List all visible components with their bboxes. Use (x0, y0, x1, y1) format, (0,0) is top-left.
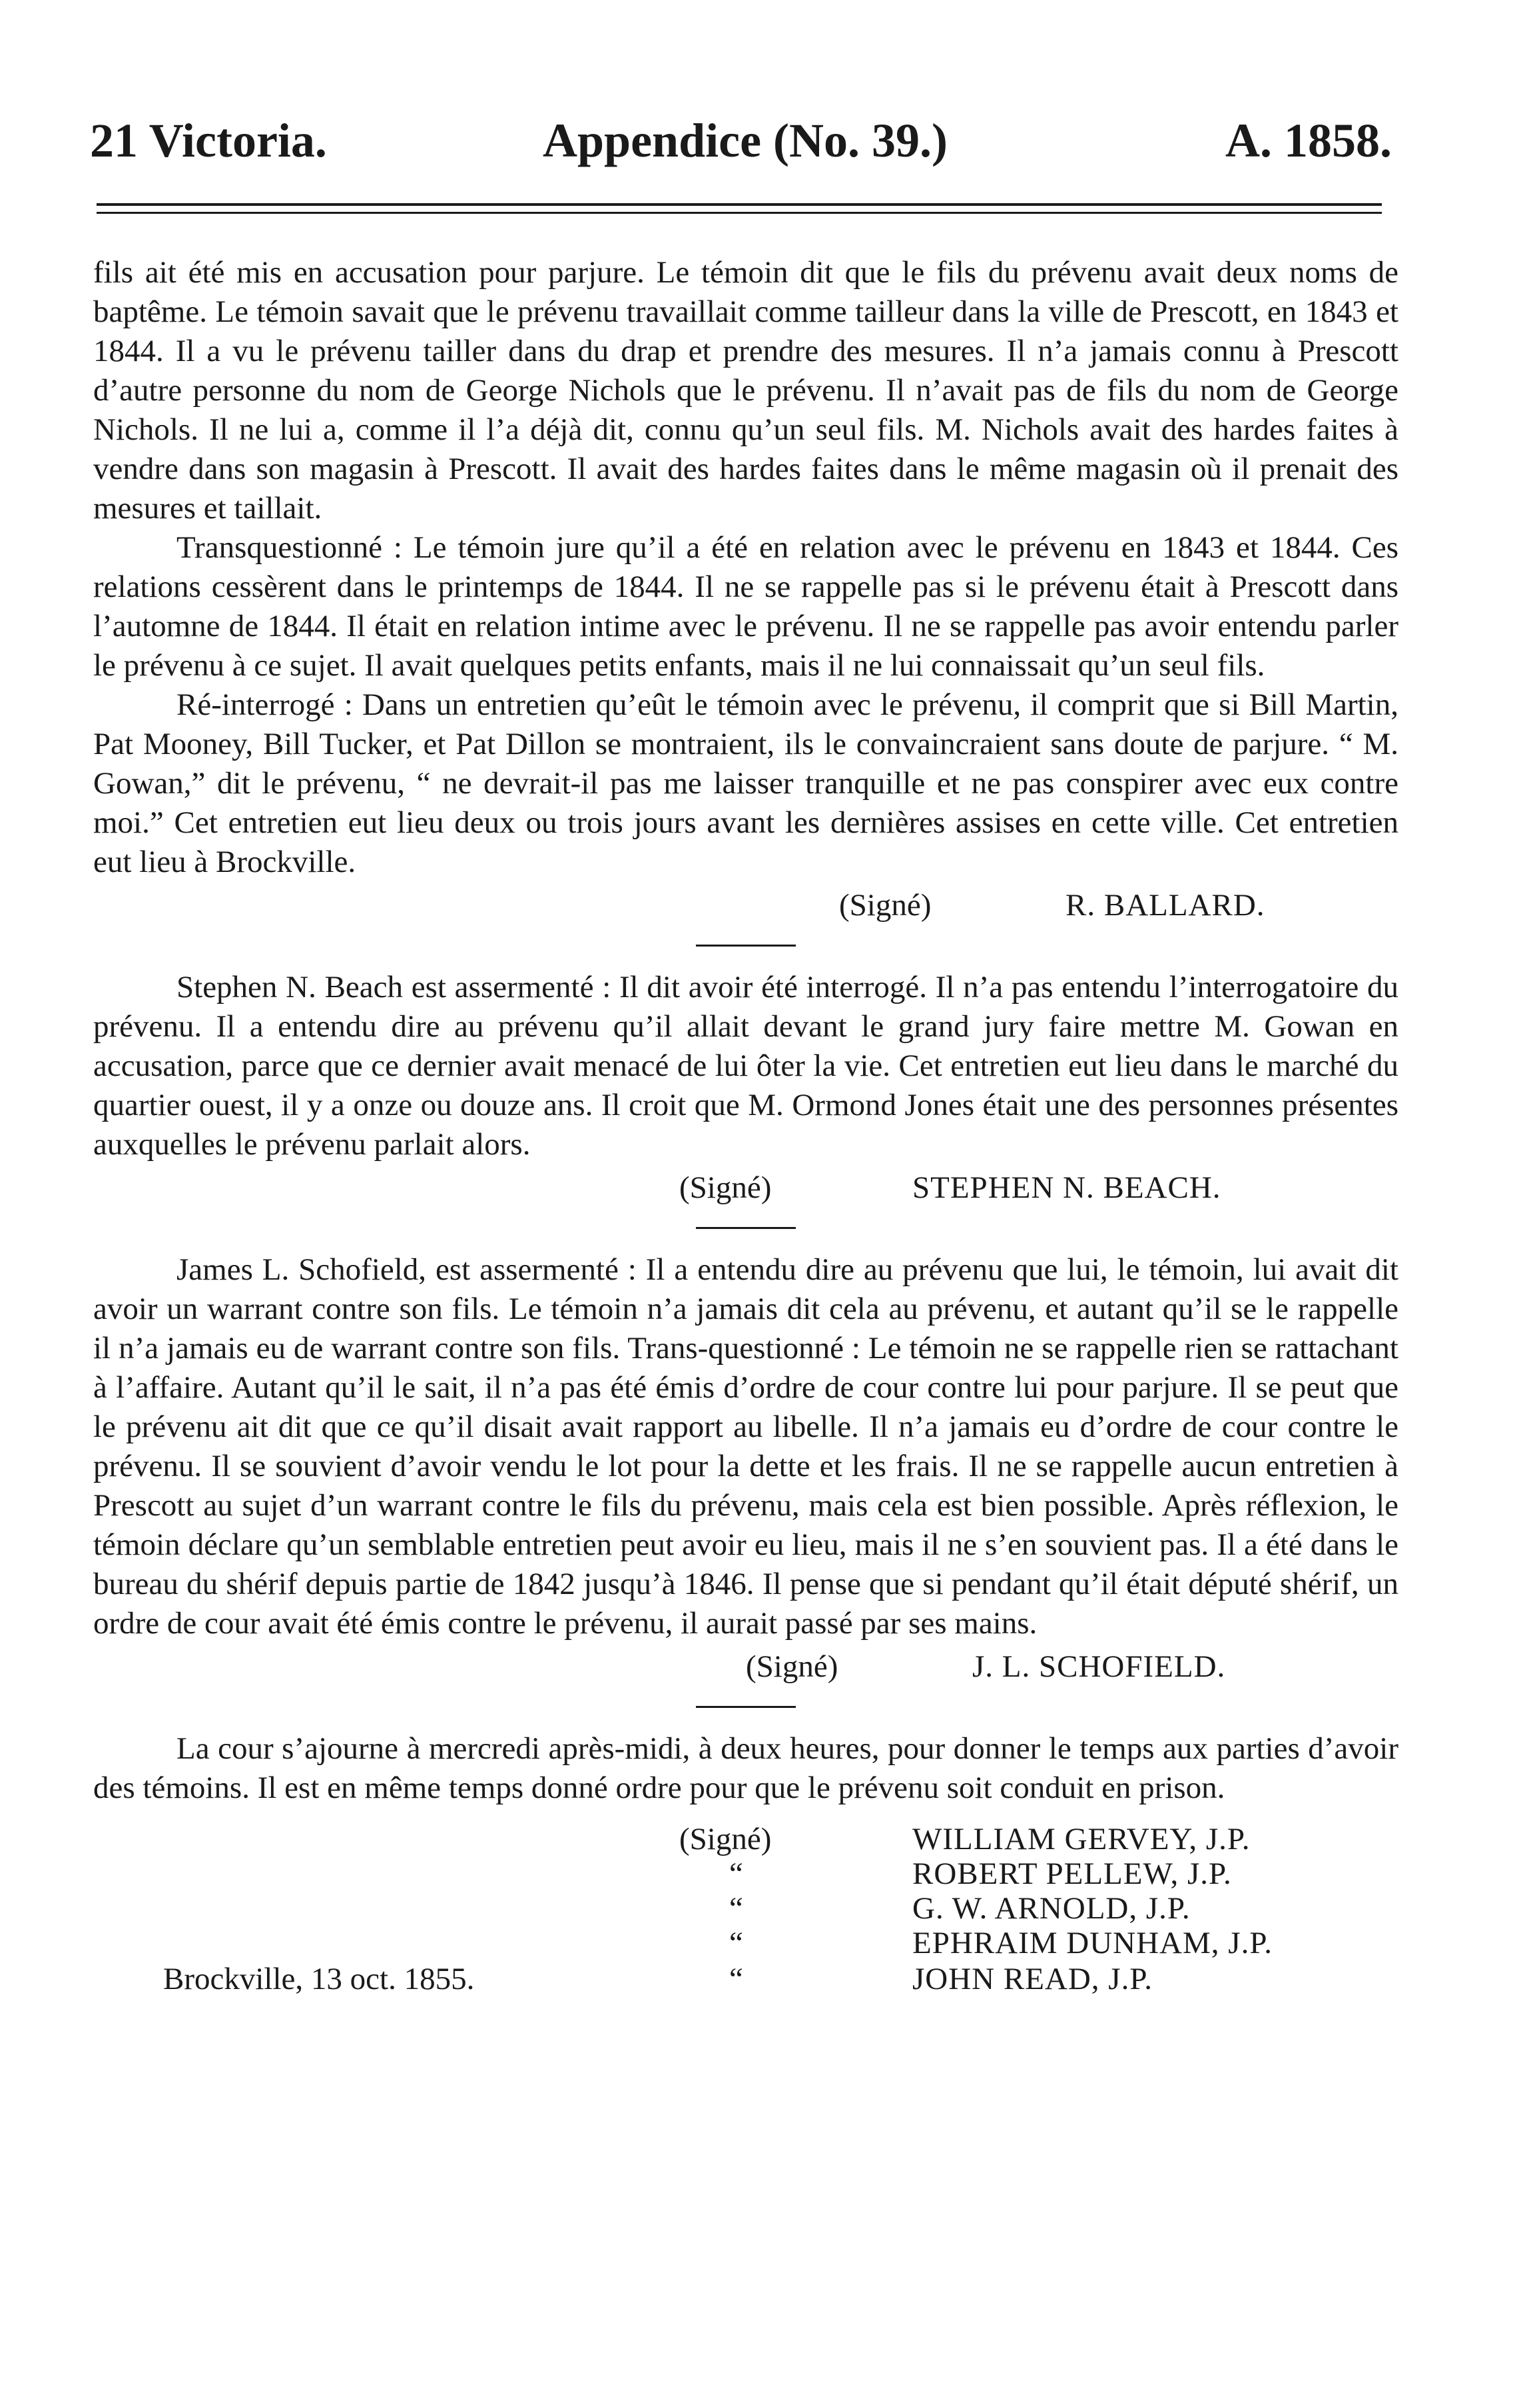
justice-name: JOHN READ, J.P. (912, 1962, 1153, 1996)
signature-name: R. BALLARD. (1065, 888, 1265, 923)
ditto-mark: “ (729, 1856, 743, 1891)
justice-name: G. W. ARNOLD, J.P. (912, 1891, 1191, 1926)
header-appendix: Appendice (No. 39.) (543, 114, 948, 167)
paragraph-cross-examination: Transquestionné : Le témoin jure qu’il a été en relation avec le prévenu en 1843 et 1844. Ces relations cessèrent dans le printemps de 1844. Il ne se rappelle pas si le prévenu était à Prescott dans l’automne de 1844. Il était en relation intime avec le prévenu. Il ne se rappelle pas avoir entendu parler le prévenu à ce sujet. Il avait quelques petits enfants, mais il ne lui connaissait qu’un seul fils. (93, 530, 1398, 683)
ditto-mark: “ (729, 1962, 743, 1996)
justice-row (93, 1924, 1398, 1960)
justice-row (93, 1960, 1398, 1996)
signature-name: J. L. SCHOFIELD. (972, 1649, 1226, 1684)
section-divider (696, 945, 796, 947)
body-text (93, 253, 1398, 2072)
page-header (90, 113, 1392, 187)
paragraph-adjournment: La cour s’ajourne à mercredi après-midi, à deux heures, pour donner le temps aux parties d’avoir des témoins. Il est en même temps donné ordre pour que le prévenu soit conduit en prison. (93, 1731, 1398, 1805)
justice-row (93, 1854, 1398, 1891)
signature-name: STEPHEN N. BEACH. (912, 1170, 1221, 1205)
header-session: 21 Victoria. (90, 114, 327, 167)
paragraph-re-examination: Ré-interrogé : Dans un entretien qu’eût le témoin avec le prévenu, il comprit que si Bill Martin, Pat Mooney, Bill Tucker, et Pat Dillon se montraient, ils le convaincraient sans doute de parjure. “ M. Gowan,” dit le prévenu, “ ne devrait-il pas me laisser tranquille et ne pas conspirer avec eux contre moi.” Cet entretien eut lieu deux ou trois jours avant les dernières assises en cette ville. Cet entretien eut lieu à Brockville. (93, 687, 1398, 879)
justices-signatures (93, 1812, 1398, 2072)
signed-label: (Signé) (679, 1170, 772, 1205)
paragraph-ballard-testimony: fils ait été mis en accusation pour parjure. Le témoin dit que le fils du prévenu avait deux noms de baptême. Le témoin savait que le prévenu travaillait comme tailleur dans la ville de Prescott, en 1843 et 1844. Il a vu le prévenu tailler dans du drap et prendre des mesures. Il n’a jamais connu à Prescott d’autre personne du nom de George Nichols que le prévenu. Il n’avait pas de fils du nom de George Nichols. Il ne lui a, comme il l’a déjà dit, connu qu’un seul fils. M. Nichols avait des hardes faites à vendre dans son magasin à Prescott. Il avait des hardes faites dans le même magasin où il prenait des mesures et taillait. (93, 255, 1398, 526)
justice-name: ROBERT PELLEW, J.P. (912, 1856, 1232, 1891)
signature-beach (93, 1168, 1398, 1210)
section-divider (696, 1706, 796, 1708)
signed-label: (Signé) (746, 1649, 838, 1684)
section-divider (696, 1227, 796, 1229)
justice-name: EPHRAIM DUNHAM, J.P. (912, 1926, 1273, 1960)
header-rule-thick (97, 203, 1382, 206)
signature-ballard (93, 886, 1398, 927)
header-year: A. 1858. (1225, 114, 1392, 167)
ditto-mark: “ (729, 1926, 743, 1960)
signature-schofield (93, 1647, 1398, 1689)
paragraph-schofield-testimony: James L. Schofield, est assermenté : Il a entendu dire au prévenu que lui, le témoin, lui avait dit avoir un warrant contre son fils. Le témoin n’a jamais dit cela au prévenu, et autant qu’il se le rappelle il n’a jamais eu de warrant contre son fils. Trans-questionné : Le témoin ne se rappelle rien se rattachant à l’affaire. Autant qu’il le sait, il n’a pas été émis d’ordre de cour contre lui pour parjure. Il se peut que le prévenu ait dit que ce qu’il disait avait rapport au libelle. Il n’a jamais eu d’ordre de cour contre le prévenu. Il se souvient d’avoir vendu le lot pour la dette et les frais. Il ne se rappelle aucun entretien à Prescott au sujet d’un warrant contre le fils du prévenu, mais cela est bien possible. Après réflexion, le témoin déclare qu’un semblable entretien peut avoir eu lieu, mais il ne s’en souvient pas. Il a été dans le bureau du shérif depuis partie de 1842 jusqu’à 1846. Il pense que si pendant qu’il était député shérif, un ordre de cour avait été émis contre le prévenu, il aurait passé par ses mains. (93, 1252, 1398, 1641)
header-rule-thin (97, 212, 1382, 214)
justice-name: WILLIAM GERVEY, J.P. (912, 1822, 1251, 1856)
ditto-mark: “ (729, 1891, 743, 1926)
paragraph-beach-testimony: Stephen N. Beach est assermenté : Il dit avoir été interrogé. Il n’a pas entendu l’interrogatoire du prévenu. Il a entendu dire au prévenu qu’il allait devant le grand jury faire mettre M. Gowan en accusation, parce que ce dernier avait menacé de lui ôter la vie. Cet entretien eut lieu dans le marché du quartier ouest, il y a onze ou douze ans. Il croit que M. Ormond Jones était une des personnes présentes auxquelles le prévenu parlait alors. (93, 970, 1398, 1162)
justice-row (93, 1889, 1398, 1926)
place-date: Brockville, 13 oct. 1855. (163, 1962, 475, 1996)
justice-row (93, 1820, 1398, 1856)
signed-label: (Signé) (679, 1822, 772, 1856)
signed-label: (Signé) (839, 888, 932, 923)
